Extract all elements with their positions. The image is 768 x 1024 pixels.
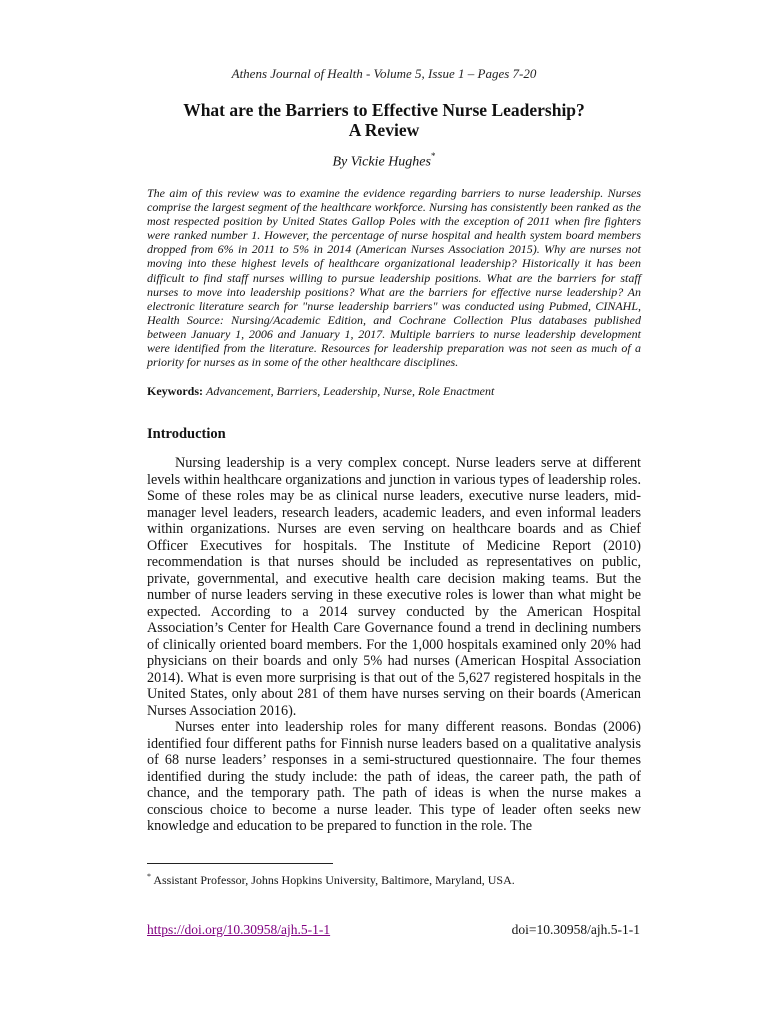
- keywords-line: [147, 384, 641, 398]
- body-paragraph-2: Nurses enter into leadership roles for many different reasons. Bondas (2006) identified four different paths for Finnish nurse leaders based on a qualitative analysis of 68 nurse leaders’ responses in a semi-structured questionnaire. The four themes identified during the study include: the path of ideas, the career path, the path of chance, and the temporary path. The path of ideas is when the nurse makes a conscious choice to become a nurse leader. This type of leader often seeks new knowledge and education to be prepared to function in the role. The: [147, 719, 641, 834]
- doi-identifier: doi=10.30958/ajh.5-1-1: [511, 922, 640, 937]
- author-footnote-mark: *: [430, 151, 436, 161]
- article-title: [0, 100, 768, 140]
- section-heading-introduction: Introduction: [147, 426, 226, 442]
- keywords-label: Keywords:: [147, 384, 203, 398]
- author-byline: [0, 152, 768, 171]
- introduction-body: [147, 455, 641, 835]
- footnote: [147, 872, 515, 888]
- abstract: The aim of this review was to examine the evidence regarding barriers to nurse leadership. Nurses comprise the largest segment of the healthcare workforce. Nursing has consistently been ranked as the most respected position by United States Gallop Poles with the exception of 2011 when fire fighters were ranked number 1. However, the percentage of nurse hospital and health system board members dropped from 6% in 2011 to 5% in 2014 (American Nurses Association 2015). Why are nurses not moving into these highest levels of healthcare organizational leadership? Historically it has been difficult to find staff nurses willing to pursue leadership positions. What are the barriers for staff nurses to move into leadership positions? What are the barriers for effective nurse leadership? An electronic literature search for "nurse leadership barriers" was conducted using Pubmed, CINAHL, Health Source: Nursing/Academic Edition, and Cochrane Collection Plus databases published between January 1, 2006 and January 1, 2017. Multiple barriers to nurse leadership development were identified from the literature. Resources for leadership preparation was not seen as much of a priority for nurses as in some of the other healthcare disciplines.: [147, 186, 641, 370]
- author-name: By Vickie Hughes: [332, 154, 431, 170]
- article-title-line-2: A Review: [348, 120, 420, 140]
- footnote-mark: *: [147, 872, 151, 881]
- body-paragraph-1: Nursing leadership is a very complex concept. Nurse leaders serve at different levels within healthcare organizations and junction in various types of leadership roles. Some of these roles may be as clinical nurse leaders, executive nurse leaders, mid-manager level leaders, research leaders, academic leaders, and even informal leaders within organizations. Nurses are even serving on healthcare boards and as Chief Officer Executives for hospitals. The Institute of Medicine Report (2010) recommendation is that nurses should be included as representatives on public, private, governmental, and executive health care decision making teams. But the number of nurse leaders serving in these executive roles is lower than what might be expected. According to a 2014 survey conducted by the American Hospital Association’s Center for Health Care Governance found a trend in declining numbers of clinically oriented board members. For the 1,000 hospitals examined only 20% had physicians on their boards and only 5% had nurses (American Hospital Association 2014). What is even more surprising is that out of the 5,627 registered hospitals in the United States, only about 281 of them have nurses serving on their boards (American Nurses Association 2016).: [147, 455, 641, 719]
- journal-running-header: Athens Journal of Health - Volume 5, Issue 1 – Pages 7-20: [231, 66, 537, 81]
- article-title-line-1: What are the Barriers to Effective Nurse Leadership?: [183, 100, 585, 120]
- keywords-list: Advancement, Barriers, Leadership, Nurse, Role Enactment: [206, 384, 495, 398]
- footnote-divider: [147, 863, 333, 864]
- footnote-text: Assistant Professor, Johns Hopkins University, Baltimore, Maryland, USA.: [153, 873, 515, 887]
- doi-link[interactable]: https://doi.org/10.30958/ajh.5-1-1: [147, 922, 331, 937]
